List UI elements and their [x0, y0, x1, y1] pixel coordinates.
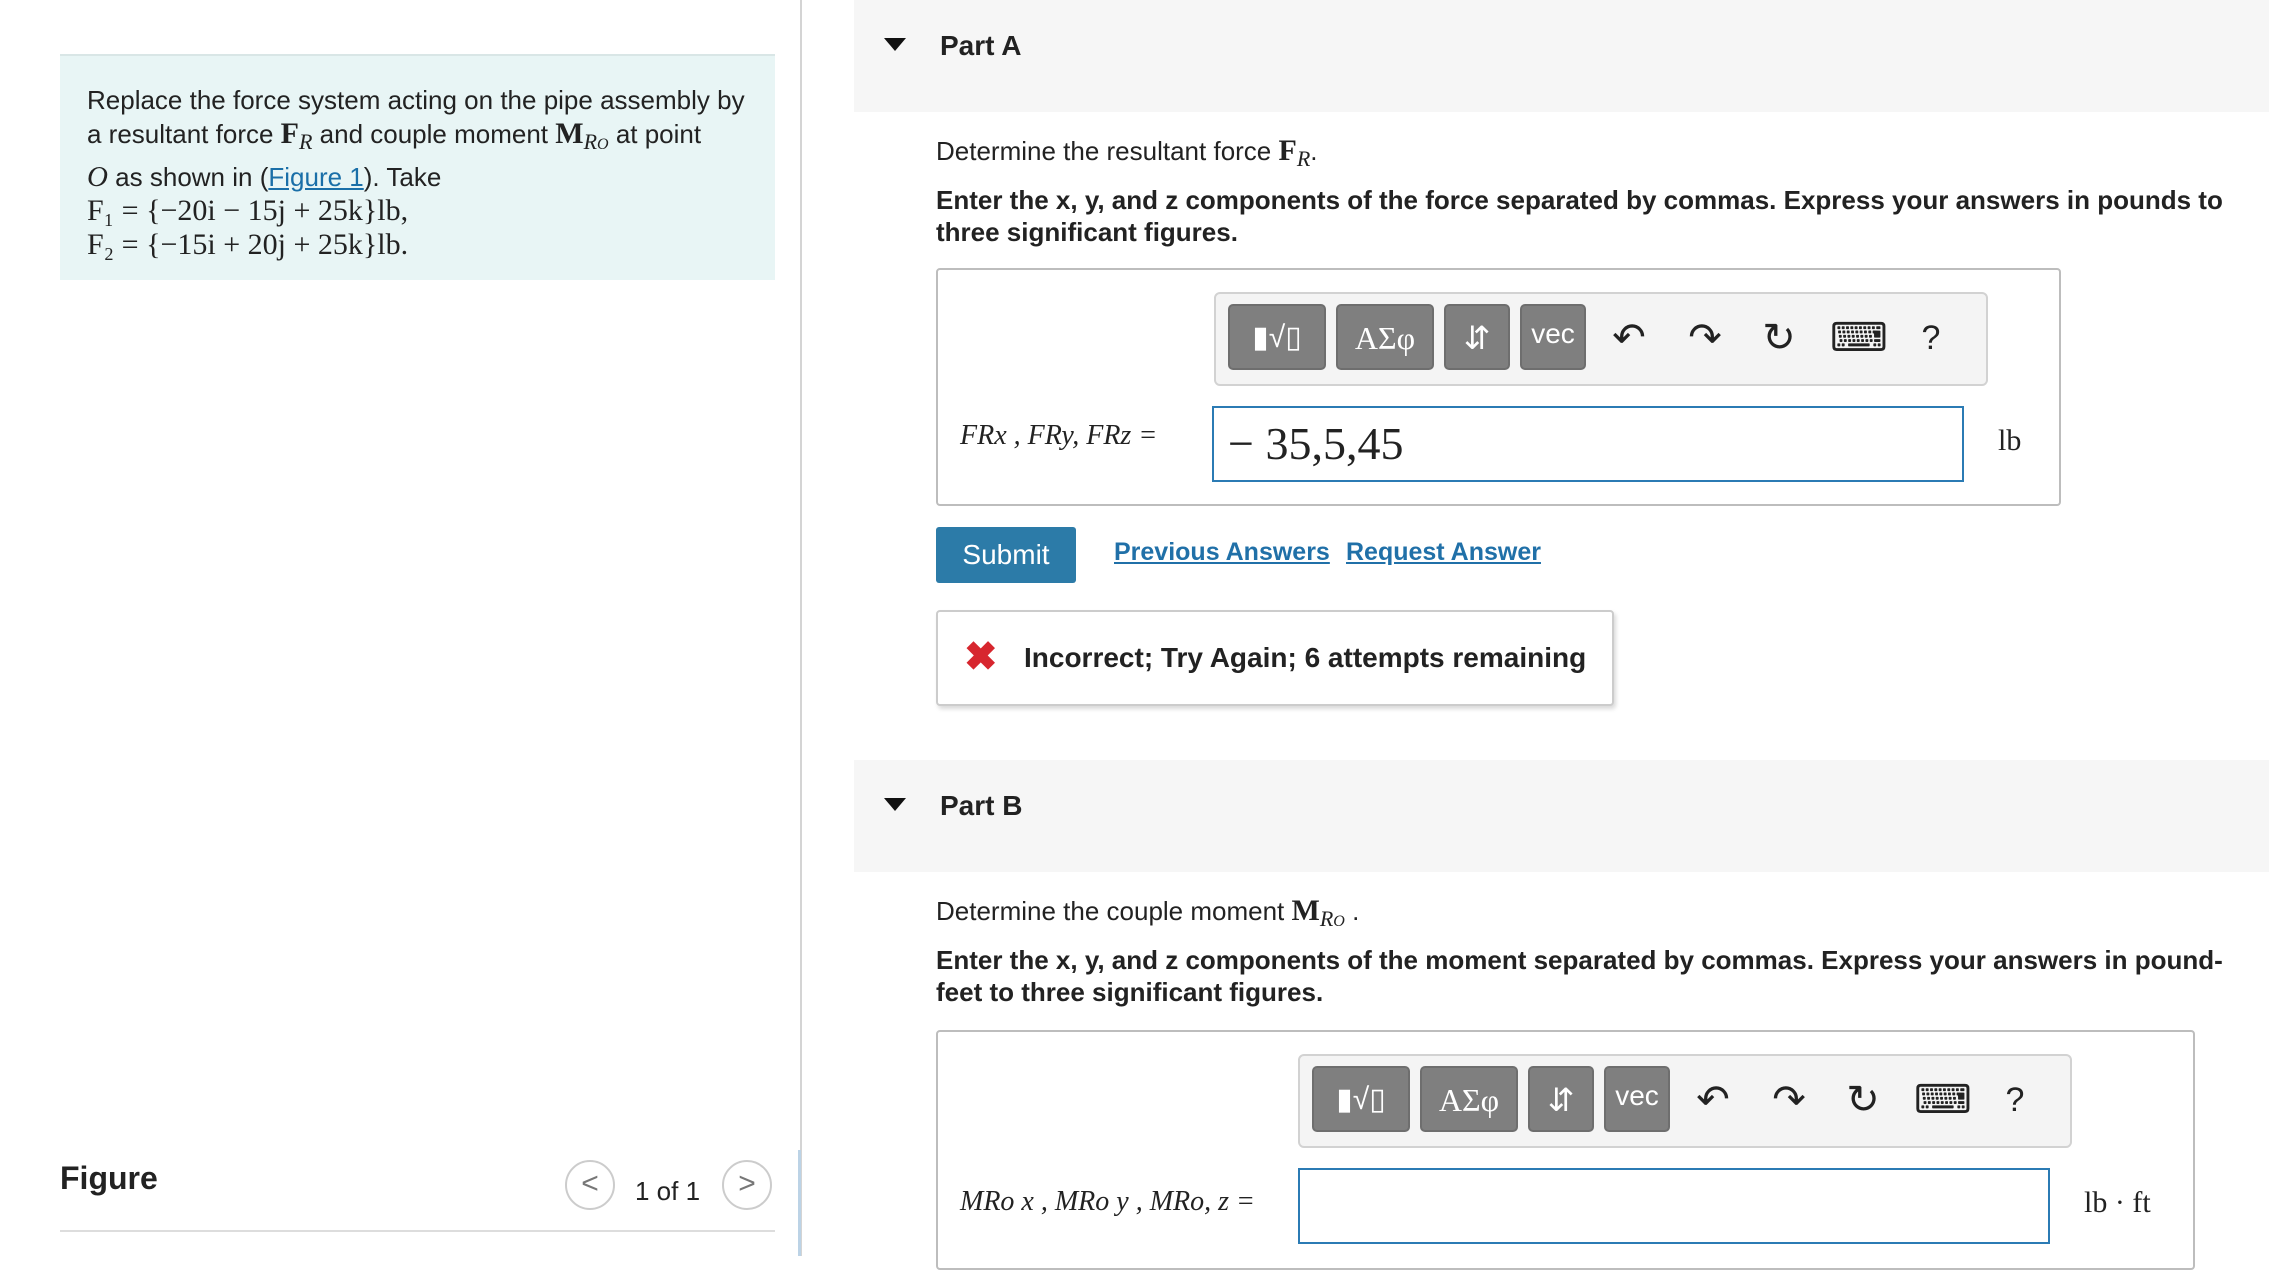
- problem-text: as shown in (: [107, 162, 269, 192]
- part-b-instructions: Enter the x, y, and z components of the moment separated by commas. Express your answers in pound-feet to three significant figures.: [936, 945, 2223, 1007]
- part-a-answer-box: [936, 268, 2061, 506]
- part-b-math-toolbar: [1298, 1054, 2072, 1148]
- figure-link[interactable]: Figure 1: [268, 162, 364, 192]
- force-subscript: R: [298, 129, 313, 154]
- part-b-input-label: MRo x , MRo y , MRo, z =: [960, 1186, 1255, 1217]
- templates-button[interactable]: ▮√▯: [1312, 1066, 1410, 1132]
- moment-subsubscript: O: [1333, 913, 1345, 930]
- force-symbol: F: [1278, 134, 1297, 167]
- moment-symbol: M: [555, 117, 584, 150]
- greek-symbols-button[interactable]: ΑΣφ: [1336, 304, 1434, 370]
- templates-button[interactable]: ▮√▯: [1228, 304, 1326, 370]
- part-b-answer-input[interactable]: [1298, 1168, 2050, 1244]
- problem-statement: [60, 54, 775, 280]
- part-a-unit: lb: [1998, 424, 2022, 457]
- moment-symbol: M: [1291, 894, 1320, 927]
- answer-pane: [854, 0, 2269, 1256]
- collapse-triangle-icon[interactable]: [884, 798, 906, 811]
- keyboard-icon[interactable]: ⌨: [1914, 1078, 1972, 1122]
- part-a-instructions: Enter the x, y, and z components of the force separated by commas. Express your answers in pounds to three significant figures.: [936, 185, 2223, 247]
- figure-title: Figure: [60, 1160, 158, 1196]
- collapse-triangle-icon[interactable]: [884, 38, 906, 51]
- part-a-header[interactable]: [854, 0, 2269, 112]
- undo-icon[interactable]: ↶: [1696, 1078, 1730, 1122]
- problem-pane: [0, 0, 800, 1256]
- point-symbol: O: [87, 161, 108, 193]
- force-symbol: F: [280, 117, 299, 150]
- redo-icon[interactable]: ↷: [1688, 316, 1722, 360]
- vector-button[interactable]: vec: [1604, 1066, 1670, 1132]
- part-b-title: Part B: [940, 790, 1023, 821]
- part-b-question-text: Determine the couple moment: [936, 896, 1292, 926]
- part-a-math-toolbar: [1214, 292, 1988, 386]
- moment-subscript: R: [583, 129, 598, 154]
- pane-divider-handle[interactable]: [798, 1150, 801, 1256]
- help-icon[interactable]: ?: [1921, 319, 1941, 357]
- previous-figure-button[interactable]: <: [565, 1160, 615, 1210]
- arrows-button[interactable]: ⇵: [1444, 304, 1510, 370]
- greek-symbols-button[interactable]: ΑΣφ: [1420, 1066, 1518, 1132]
- next-figure-button[interactable]: >: [722, 1160, 772, 1210]
- figure-navigation: [60, 1150, 775, 1232]
- problem-text: ). Take: [363, 162, 442, 192]
- moment-subscript: R: [1319, 906, 1334, 931]
- part-b-question: Determine the couple moment $M_{RO}$ .: [936, 894, 1360, 931]
- force-subscript: R: [1296, 146, 1311, 171]
- force-f2-equation: F₂ = {−15i + 20j + 25k}lb.: [87, 228, 409, 261]
- force-f1-equation: F₁ = {−20i − 15j + 25k}lb,: [87, 194, 409, 227]
- part-b-answer-box: [936, 1030, 2195, 1270]
- reset-icon[interactable]: ↻: [1846, 1078, 1880, 1122]
- help-icon[interactable]: ?: [2005, 1081, 2025, 1119]
- submit-button[interactable]: Submit: [936, 527, 1076, 583]
- keyboard-icon[interactable]: ⌨: [1830, 316, 1888, 360]
- part-a-question: Determine the resultant force $F_R$.: [936, 134, 1318, 171]
- part-b-header[interactable]: [854, 760, 2269, 872]
- redo-icon[interactable]: ↷: [1772, 1078, 1806, 1122]
- problem-text: and couple moment: [312, 119, 556, 149]
- vector-button[interactable]: vec: [1520, 304, 1586, 370]
- request-answer-link[interactable]: Request Answer: [1346, 538, 1541, 566]
- error-x-icon: ✖: [964, 635, 998, 679]
- figure-page-count: 1 of 1: [635, 1176, 701, 1206]
- arrows-button[interactable]: ⇵: [1528, 1066, 1594, 1132]
- part-b-unit: lb · ft: [2084, 1186, 2151, 1219]
- feedback-message: [936, 610, 1614, 706]
- part-a-answer-input[interactable]: − 35,5,45: [1212, 406, 1964, 482]
- pane-divider[interactable]: [800, 0, 802, 1256]
- problem-text: at point: [608, 119, 702, 149]
- previous-answers-link[interactable]: Previous Answers: [1114, 538, 1330, 566]
- undo-icon[interactable]: ↶: [1612, 316, 1646, 360]
- feedback-text: Incorrect; Try Again; 6 attempts remaining: [1024, 642, 1587, 673]
- part-a-input-label: FRx , FRy, FRz =: [960, 420, 1158, 451]
- reset-icon[interactable]: ↻: [1762, 316, 1796, 360]
- part-a-question-text: Determine the resultant force: [936, 136, 1279, 166]
- moment-subsubscript: O: [597, 136, 609, 153]
- part-a-title: Part A: [940, 30, 1022, 61]
- problem-text: Replace the force system acting on the pipe assembly by a resultant force: [87, 85, 745, 149]
